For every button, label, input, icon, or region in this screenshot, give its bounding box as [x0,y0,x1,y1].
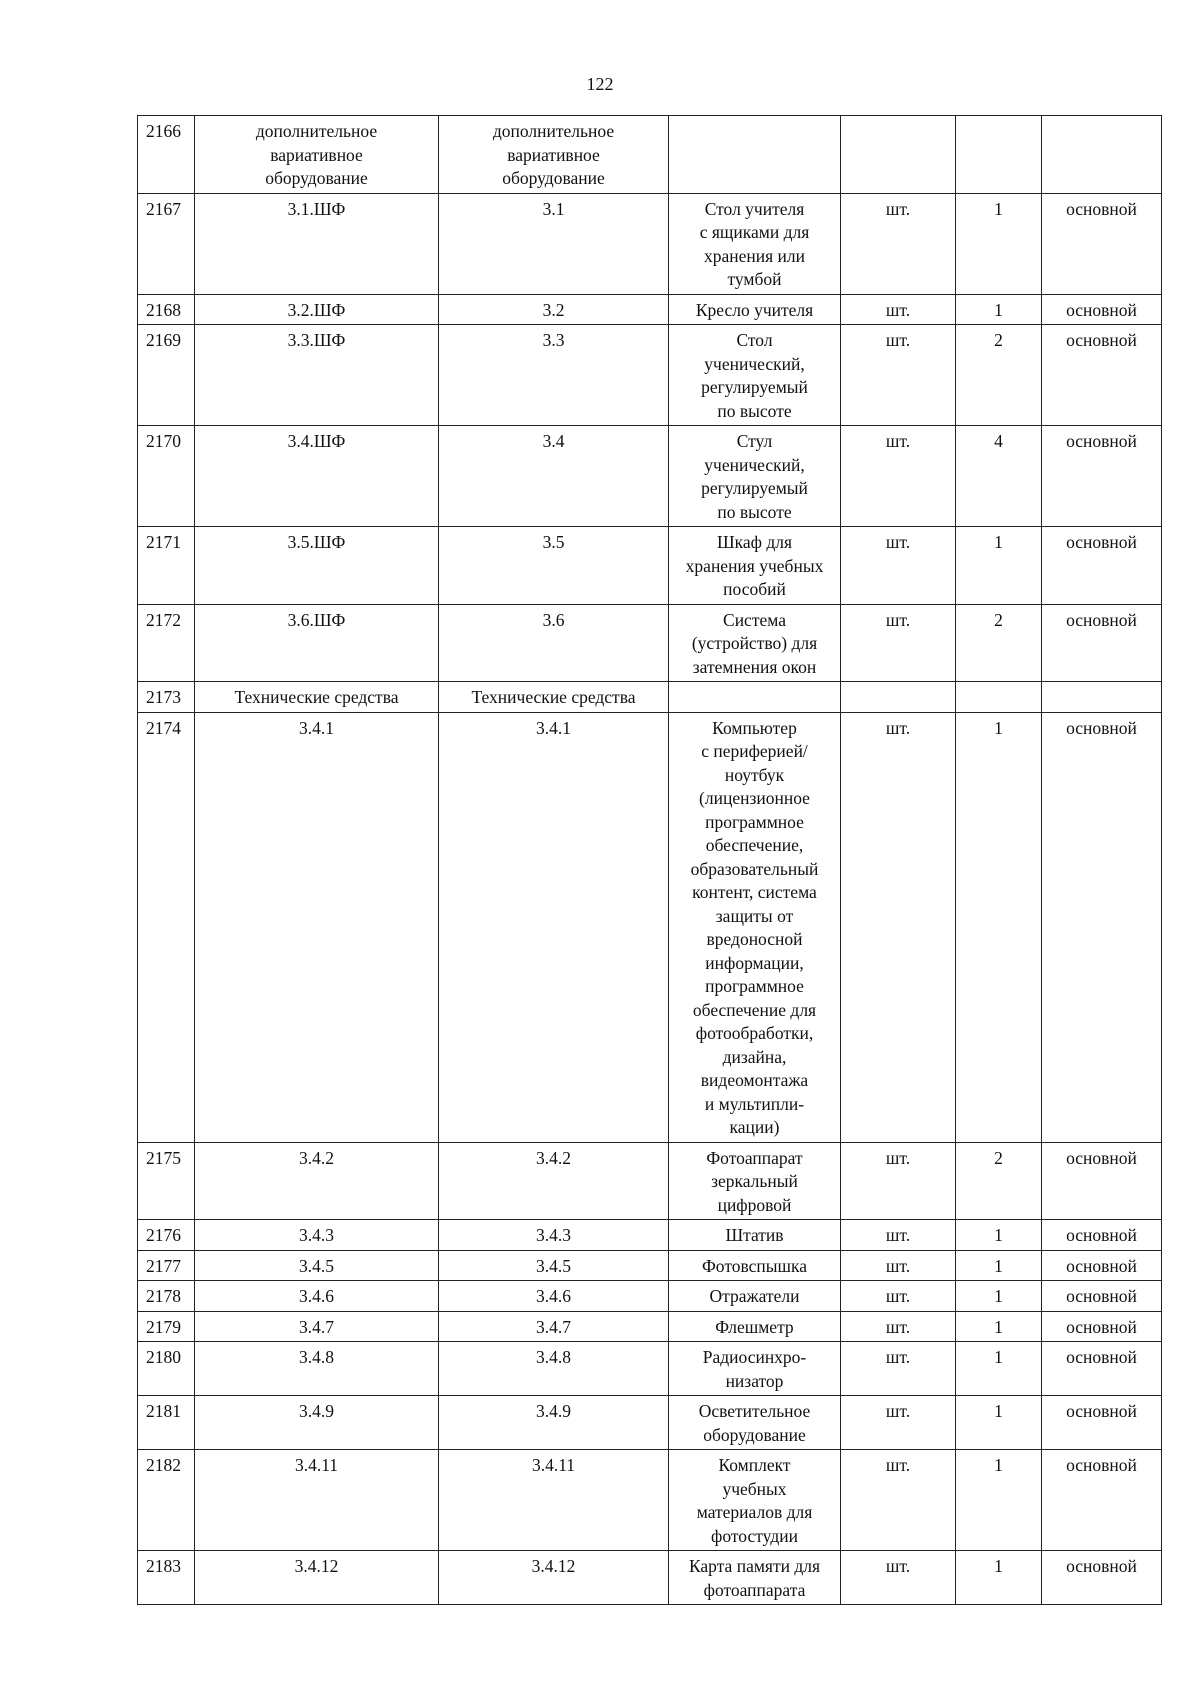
code-alt-cell-text: 3.4.6 [536,1286,571,1306]
item-name-cell [669,426,841,527]
unit-cell [841,193,956,294]
unit-cell-text: шт. [885,1347,911,1367]
code-cell [195,1311,439,1342]
unit-cell-text: шт. [885,1455,911,1475]
row-number-cell-text: 2175 [146,1147,181,1168]
quantity-cell-text: 2 [994,1147,1003,1168]
item-name-cell-text: Фотоаппарат зеркальный цифровой [706,1147,803,1215]
table-row [138,193,1162,294]
code-cell [195,604,439,682]
code-cell [195,1250,439,1281]
code-alt-cell-text: дополнительное вариативное оборудование [492,121,615,188]
code-alt-cell [439,1250,669,1281]
item-name-cell [669,1220,841,1251]
type-cell-text: основной [1066,198,1137,219]
code-cell-text: 3.4.8 [299,1347,334,1367]
type-cell-text: основной [1066,1147,1137,1168]
row-number-cell-text: 2167 [146,198,181,219]
code-cell [195,1220,439,1251]
type-cell-text: основной [1066,1455,1137,1475]
item-name-cell-text: Шкаф для хранения учебных пособий [685,532,824,599]
code-cell [195,325,439,426]
item-name-cell [669,294,841,325]
table-body [138,116,1162,1605]
type-cell-text: основной [1066,1347,1137,1367]
unit-cell-text: шт. [885,1286,911,1306]
quantity-cell-text: 1 [994,717,1003,738]
table-row [138,604,1162,682]
row-number-cell-text: 2173 [146,687,181,707]
code-alt-cell-text: 3.4.3 [536,1225,571,1245]
row-number-cell [138,1220,195,1251]
type-cell [1042,682,1162,713]
code-cell [195,1342,439,1396]
row-number-cell-text: 2174 [146,717,181,738]
item-name-cell-text: Карта памяти для фотоаппарата [688,1556,821,1600]
item-name-cell [669,1142,841,1220]
row-number-cell-text: 2182 [146,1455,181,1475]
code-alt-cell-text: 3.4.7 [536,1316,571,1337]
item-name-cell [669,682,841,713]
code-cell-text: 3.3.ШФ [287,330,346,350]
type-cell-text: основной [1066,1316,1137,1337]
code-alt-cell [439,604,669,682]
code-alt-cell [439,712,669,1142]
row-number-cell-text: 2166 [146,121,181,141]
code-alt-cell-text: 3.1 [542,198,565,219]
code-alt-cell-text: 3.4.2 [536,1147,571,1168]
quantity-cell [956,1450,1042,1551]
type-cell-text: основной [1066,717,1137,738]
table-row [138,1396,1162,1450]
code-alt-cell [439,1342,669,1396]
unit-cell-text: шт. [885,299,911,320]
type-cell [1042,116,1162,194]
item-name-cell-text: Стол учителя с ящиками для хранения или тумбой [699,198,810,289]
unit-cell [841,1281,956,1312]
unit-cell-text: шт. [885,1147,911,1168]
item-name-cell-text: Стол ученический, регулируемый по высоте [701,330,808,421]
code-alt-cell [439,1396,669,1450]
unit-cell [841,116,956,194]
code-alt-cell [439,1311,669,1342]
code-alt-cell [439,1142,669,1220]
code-cell-text: 3.4.ШФ [287,431,346,451]
quantity-cell-text: 1 [994,1556,1003,1576]
item-name-cell-text: Отражатели [709,1286,800,1306]
type-cell [1042,712,1162,1142]
code-cell-text: 3.2.ШФ [287,299,346,320]
item-name-cell-text: Система (устройство) для затемнения окон [691,609,818,677]
code-cell-text: 3.4.12 [294,1556,339,1576]
row-number-cell-text: 2168 [146,299,181,320]
quantity-cell-text: 1 [994,1316,1003,1337]
code-alt-cell-text: 3.4.5 [536,1255,571,1276]
quantity-cell [956,604,1042,682]
row-number-cell-text: 2183 [146,1556,181,1576]
quantity-cell [956,712,1042,1142]
row-number-cell [138,1281,195,1312]
row-number-cell [138,193,195,294]
code-cell-text: 3.5.ШФ [287,532,346,552]
row-number-cell [138,1142,195,1220]
quantity-cell [956,1396,1042,1450]
code-alt-cell-text: 3.4.12 [531,1556,576,1576]
quantity-cell-text: 1 [994,1286,1003,1306]
unit-cell [841,1342,956,1396]
unit-cell [841,1220,956,1251]
unit-cell [841,1142,956,1220]
code-alt-cell [439,426,669,527]
equipment-table [137,115,1162,1605]
code-cell-text: 3.4.9 [299,1401,334,1421]
row-number-cell [138,325,195,426]
table-row [138,1281,1162,1312]
item-name-cell-text: Флешметр [715,1316,794,1337]
quantity-cell-text: 2 [994,330,1003,350]
item-name-cell [669,1551,841,1605]
unit-cell-text: шт. [885,1255,911,1276]
code-alt-cell-text: 3.4.8 [536,1347,571,1367]
row-number-cell-text: 2169 [146,330,181,350]
table-row [138,426,1162,527]
row-number-cell-text: 2170 [146,431,181,451]
quantity-cell [956,116,1042,194]
row-number-cell [138,1551,195,1605]
unit-cell [841,1311,956,1342]
code-alt-cell [439,116,669,194]
table-row [138,1311,1162,1342]
item-name-cell-text: Кресло учителя [695,299,814,320]
row-number-cell [138,527,195,605]
row-number-cell-text: 2181 [146,1401,181,1421]
quantity-cell-text: 1 [994,1455,1003,1475]
table-row [138,1220,1162,1251]
unit-cell-text: шт. [885,330,911,350]
table-row [138,712,1162,1142]
quantity-cell [956,527,1042,605]
table-row [138,294,1162,325]
item-name-cell-text: Комплект учебных материалов для фотостудии [696,1455,813,1546]
quantity-cell [956,193,1042,294]
code-alt-cell [439,682,669,713]
item-name-cell [669,1342,841,1396]
type-cell [1042,294,1162,325]
code-cell-text: 3.4.2 [299,1147,334,1168]
type-cell [1042,426,1162,527]
unit-cell [841,1396,956,1450]
quantity-cell [956,1281,1042,1312]
quantity-cell [956,325,1042,426]
quantity-cell [956,1342,1042,1396]
row-number-cell [138,712,195,1142]
type-cell [1042,1281,1162,1312]
code-alt-cell-text: 3.4.9 [536,1401,571,1421]
unit-cell [841,294,956,325]
item-name-cell-text: Осветительное оборудование [698,1401,811,1445]
type-cell [1042,1551,1162,1605]
type-cell [1042,604,1162,682]
item-name-cell [669,527,841,605]
quantity-cell [956,1142,1042,1220]
type-cell [1042,325,1162,426]
quantity-cell-text: 1 [994,532,1003,552]
code-alt-cell-text: 3.5 [542,532,565,552]
code-alt-cell [439,527,669,605]
type-cell [1042,527,1162,605]
row-number-cell [138,1311,195,1342]
code-cell-text: 3.4.11 [294,1455,339,1475]
code-alt-cell [439,1220,669,1251]
type-cell-text: основной [1066,299,1137,320]
type-cell [1042,1342,1162,1396]
unit-cell [841,604,956,682]
code-cell-text: 3.1.ШФ [287,198,346,219]
code-cell [195,682,439,713]
row-number-cell-text: 2177 [146,1255,181,1276]
item-name-cell-text: Фотовспышка [701,1255,808,1276]
quantity-cell-text: 1 [994,1225,1003,1245]
quantity-cell [956,426,1042,527]
unit-cell [841,426,956,527]
code-cell [195,1142,439,1220]
row-number-cell [138,426,195,527]
item-name-cell [669,604,841,682]
page-number: 122 [586,74,614,94]
code-cell-text: 3.4.3 [299,1225,334,1245]
table-row [138,1450,1162,1551]
row-number-cell-text: 2176 [146,1225,181,1245]
code-cell-text: Технические средства [234,687,399,707]
unit-cell-text: шт. [885,1401,911,1421]
code-cell-text: 3.4.7 [299,1316,334,1337]
table-row [138,682,1162,713]
unit-cell [841,325,956,426]
row-number-cell-text: 2180 [146,1347,181,1367]
code-cell-text: 3.6.ШФ [287,609,346,630]
code-cell [195,1396,439,1450]
type-cell [1042,193,1162,294]
code-cell [195,294,439,325]
row-number-cell-text: 2172 [146,609,181,630]
code-cell-text: 3.4.6 [299,1286,334,1306]
code-alt-cell-text: 3.4.1 [536,717,571,738]
table-row [138,325,1162,426]
unit-cell [841,1250,956,1281]
code-alt-cell-text: 3.2 [542,299,565,320]
code-alt-cell [439,1450,669,1551]
code-cell-text: дополнительное вариативное оборудование [255,121,378,188]
quantity-cell-text: 1 [994,1255,1003,1276]
type-cell-text: основной [1066,431,1137,451]
code-cell [195,426,439,527]
type-cell-text: основной [1066,1401,1137,1421]
row-number-cell-text: 2171 [146,532,181,552]
item-name-cell-text: Штатив [725,1225,784,1245]
row-number-cell [138,1250,195,1281]
item-name-cell [669,712,841,1142]
unit-cell-text: шт. [885,1316,911,1337]
unit-cell [841,712,956,1142]
row-number-cell [138,604,195,682]
unit-cell-text: шт. [885,1556,911,1576]
code-cell [195,193,439,294]
row-number-cell [138,1396,195,1450]
type-cell-text: основной [1066,609,1137,630]
type-cell-text: основной [1066,1556,1137,1576]
code-cell [195,1450,439,1551]
quantity-cell [956,294,1042,325]
type-cell [1042,1450,1162,1551]
quantity-cell [956,1311,1042,1342]
type-cell-text: основной [1066,532,1137,552]
code-alt-cell-text: 3.6 [542,609,565,630]
item-name-cell-text: Компьютер с периферией/ ноутбук (лицензионное программное обеспечение, образовательный контент, система защиты от вредоносной информации, программное обеспечение для фотообработки, дизайна, видеомонтажа и мультипли- кации) [690,717,819,1137]
item-name-cell [669,1311,841,1342]
item-name-cell [669,1250,841,1281]
item-name-cell [669,1281,841,1312]
code-cell [195,116,439,194]
quantity-cell-text: 1 [994,299,1003,320]
quantity-cell-text: 2 [994,609,1003,630]
row-number-cell [138,682,195,713]
item-name-cell [669,1450,841,1551]
table-row [138,116,1162,194]
quantity-cell-text: 1 [994,1401,1003,1421]
item-name-cell-text: Стул ученический, регулируемый по высоте [701,431,808,522]
unit-cell-text: шт. [885,1225,911,1245]
type-cell [1042,1142,1162,1220]
code-cell [195,1281,439,1312]
type-cell-text: основной [1066,1286,1137,1306]
unit-cell [841,1551,956,1605]
row-number-cell [138,116,195,194]
quantity-cell [956,1220,1042,1251]
unit-cell-text: шт. [885,609,911,630]
unit-cell-text: шт. [885,431,911,451]
item-name-cell-text: Радиосинхро- низатор [702,1347,807,1391]
code-alt-cell [439,193,669,294]
type-cell [1042,1250,1162,1281]
unit-cell [841,1450,956,1551]
quantity-cell [956,1250,1042,1281]
type-cell-text: основной [1066,1255,1137,1276]
code-alt-cell [439,294,669,325]
code-alt-cell [439,1281,669,1312]
code-cell-text: 3.4.5 [299,1255,334,1276]
unit-cell [841,527,956,605]
type-cell-text: основной [1066,330,1137,350]
quantity-cell [956,1551,1042,1605]
row-number-cell [138,294,195,325]
quantity-cell-text: 1 [994,1347,1003,1367]
code-alt-cell [439,1551,669,1605]
unit-cell [841,682,956,713]
table-row [138,1142,1162,1220]
row-number-cell [138,1450,195,1551]
code-alt-cell [439,325,669,426]
code-cell [195,1551,439,1605]
code-alt-cell-text: Технические средства [471,687,636,707]
unit-cell-text: шт. [885,198,911,219]
code-alt-cell-text: 3.4 [542,431,565,451]
table-row [138,527,1162,605]
type-cell-text: основной [1066,1225,1137,1245]
code-alt-cell-text: 3.3 [542,330,565,350]
quantity-cell-text: 4 [994,431,1003,451]
unit-cell-text: шт. [885,532,911,552]
code-cell-text: 3.4.1 [299,717,334,738]
item-name-cell [669,325,841,426]
type-cell [1042,1220,1162,1251]
row-number-cell-text: 2179 [146,1316,181,1337]
row-number-cell [138,1342,195,1396]
quantity-cell [956,682,1042,713]
table-row [138,1551,1162,1605]
item-name-cell [669,1396,841,1450]
row-number-cell-text: 2178 [146,1286,181,1306]
quantity-cell-text: 1 [994,198,1003,219]
code-cell [195,712,439,1142]
item-name-cell [669,116,841,194]
type-cell [1042,1396,1162,1450]
type-cell [1042,1311,1162,1342]
code-cell [195,527,439,605]
table-row [138,1342,1162,1396]
table-row [138,1250,1162,1281]
item-name-cell [669,193,841,294]
unit-cell-text: шт. [885,717,911,738]
code-alt-cell-text: 3.4.11 [531,1455,576,1475]
